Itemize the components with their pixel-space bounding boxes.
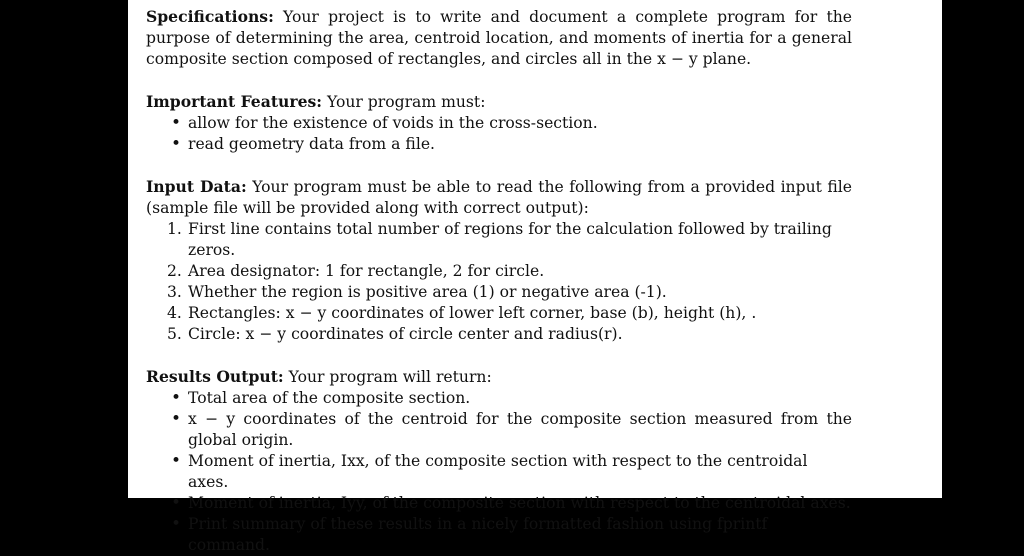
list-item-text: Rectangles: x − y coordinates of lower left corner, base (b), height (h), . xyxy=(188,304,757,322)
list-item-text: First line contains total number of regions for the calculation followed by trailing zeros. xyxy=(188,220,832,259)
results-heading: Results Output: xyxy=(146,367,284,386)
list-item: • Moment of inertia, Iyy, of the composite section with respect to the centroidal axes. xyxy=(170,493,852,514)
list-item: • Print summary of these results in a nicely formatted fashion using fprintf command. xyxy=(170,514,852,556)
list-item xyxy=(167,303,852,324)
specifications-text: Your project is to write and document a complete program for the purpose of determining the area, centroid location, and moments of inertia for a general composite section composed of rectangles, and circles all in the x − y plane. xyxy=(146,8,852,68)
list-item xyxy=(167,219,852,261)
list-number: 5. xyxy=(167,325,182,343)
results-list xyxy=(146,388,852,556)
list-item-text: Circle: x − y coordinates of circle center and radius(r). xyxy=(188,325,623,343)
list-number: 4. xyxy=(167,304,182,322)
specifications-paragraph xyxy=(146,6,852,70)
features-intro: Your program must: xyxy=(327,93,486,111)
list-item: • read geometry data from a file. xyxy=(170,134,852,155)
list-item: • allow for the existence of voids in the cross-section. xyxy=(170,113,852,134)
list-item xyxy=(167,261,852,282)
features-list xyxy=(146,113,852,155)
list-item-text: Whether the region is positive area (1) or negative area (-1). xyxy=(188,283,667,301)
input-data-paragraph xyxy=(146,176,852,219)
features-heading: Important Features: xyxy=(146,92,323,111)
list-number: 2. xyxy=(167,262,182,280)
results-intro: Your program will return: xyxy=(288,368,492,386)
list-item-text: Area designator: 1 for rectangle, 2 for circle. xyxy=(188,262,545,280)
input-data-heading: Input Data: xyxy=(146,177,247,196)
input-data-list xyxy=(146,219,852,345)
list-number: 1. xyxy=(167,220,182,238)
list-number: 3. xyxy=(167,283,182,301)
document-page xyxy=(128,0,942,554)
input-data-intro: Your program must be able to read the following from a provided input file (sample file will be provided along with correct output): xyxy=(146,178,852,217)
list-item xyxy=(167,282,852,303)
features-paragraph xyxy=(146,91,852,113)
document-content xyxy=(146,6,852,556)
list-item: • Moment of inertia, Ixx, of the composite section with respect to the centroidal axes. xyxy=(170,451,852,493)
list-item: • x − y coordinates of the centroid for the composite section measured from the global origin. xyxy=(170,409,852,451)
list-item xyxy=(167,324,852,345)
specifications-heading: Specifications: xyxy=(146,7,274,26)
list-item: • Total area of the composite section. xyxy=(170,388,852,409)
results-paragraph xyxy=(146,366,852,388)
